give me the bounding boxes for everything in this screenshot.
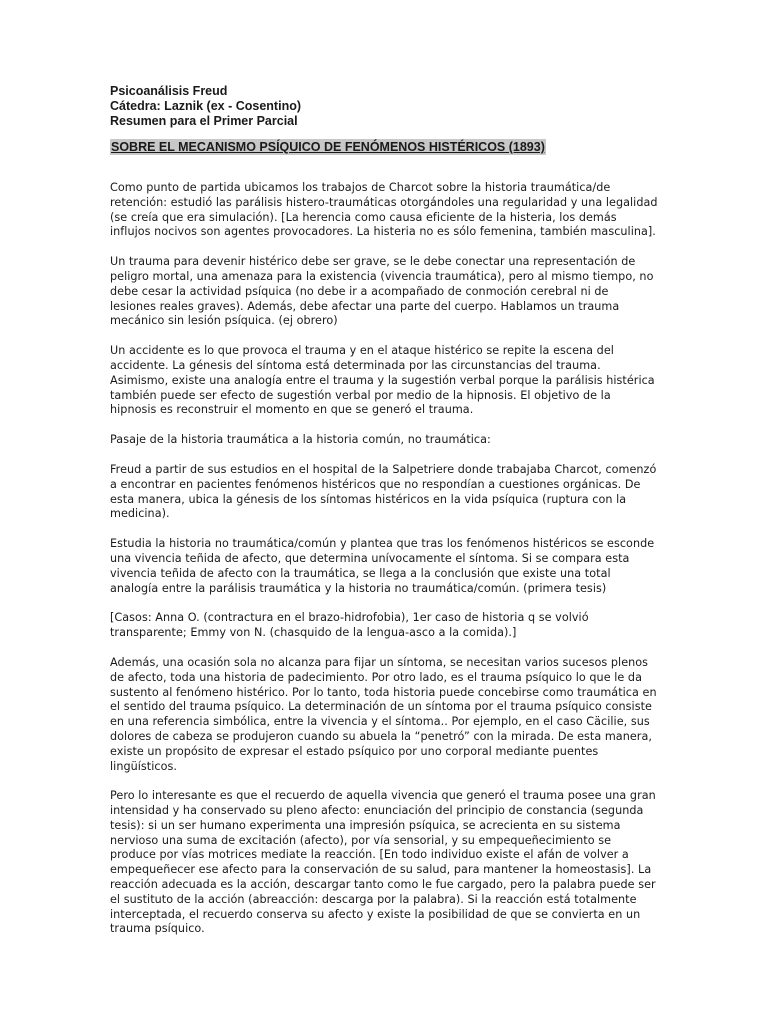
paragraph-9: Pero lo interesante es que el recuerdo de aquella vivencia que generó el trauma posee una gran intensidad y ha conservado su pleno afecto: enunciación del principio de constancia (segunda tesis): si un ser humano experimenta una impresión psíquica, se acrecienta en su sistema nervioso una suma de excitación (afecto), por vía sensorial, y su empequeñecimiento se produce por vías motrices mediate la reacción. [En todo individuo existe el afán de volver a empequeñecer ese afecto para la conservación de su salud, para mantener la homeostasis]. La reacción adecuada es la acción, descargar tanto como le fue cargado, pero la palabra puede ser el sustituto de la acción (abreacción: descarga por la palabra). Si la reacción está totalmente interceptada, el recuerdo conserva su afecto y existe la posibilidad de que se convierta en un trauma psíquico. [110, 789, 656, 936]
summary-label: Resumen para el Primer Parcial [110, 114, 298, 128]
paragraph-8: Además, una ocasión sola no alcanza para fijar un síntoma, se necesitan varios sucesos plenos de afecto, toda una historia de padecimiento. Por otro lado, es el trauma psíquico lo que le da sustento al fenómeno histérico. Por lo tanto, toda historia puede concebirse como traumática en el sentido del trauma psíquico. La determinación de un síntoma por el trauma psíquico consiste en una referencia simbólica, entre la vivencia y el síntoma.. Por ejemplo, en el caso Cäcilie, sus dolores de cabeza se produjeron cuando su abuela la “penetró” con la mirada. De esta manera, existe un propósito de expresar el estado psíquico por uno corporal mediante puentes lingüísticos. [110, 655, 657, 773]
section-title: SOBRE EL MECANISMO PSÍQUICO DE FENÓMENOS HISTÉRICOS (1893) [111, 140, 545, 154]
paragraph-4: Pasaje de la historia traumática a la historia común, no traumática: [110, 433, 491, 447]
paragraph-2: Un trauma para devenir histérico debe ser grave, se le debe conectar una representación de peligro mortal, una amenaza para la existencia (vivencia traumática), pero al mismo tiempo, no debe cesar la actividad psíquica (no debe ir a acompañado de conmoción cerebral ni de lesiones reales graves). Además, debe afectar una parte del cuerpo. Hablamos un trauma mecánico sin lesión psíquica. (ej obrero) [110, 255, 654, 328]
paragraph-7: [Casos: Anna O. (contractura en el brazo-hidrofobia), 1er caso de historia q se volvió transparente; Emmy von N. (chasquido de la lengua-asco a la comida).] [110, 611, 589, 640]
document-header [110, 84, 658, 129]
document-page [110, 84, 658, 952]
paragraph-1: Como punto de partida ubicamos los trabajos de Charcot sobre la historia traumática/de retención: estudió las parálisis histero-traumáticas otorgándoles una regularidad y una legalidad (se creía que era simulación). [La herencia como causa eficiente de la histeria, los demás influjos nocivos son agentes provocadores. La histeria no es sólo femenina, también masculina]. [110, 181, 658, 239]
paragraph-6: Estudia la historia no traumática/común y plantea que tras los fenómenos histéricos se esconde una vivencia teñida de afecto, que determina unívocamente el síntoma. Si se compara esta vivencia teñida de afecto con la traumática, se llega a la conclusión que existe una total analogía entre la parálisis traumática y la historia no traumática/común. (primera tesis) [110, 537, 655, 595]
course-name: Psicoanálisis Freud [110, 84, 228, 98]
paragraph-3: Un accidente es lo que provoca el trauma y en el ataque histérico se repite la escena del accidente. La génesis del síntoma está determinada por las circunstancias del trauma. Asimismo, existe una analogía entre el trauma y la sugestión verbal porque la parálisis histérica también puede ser efecto de sugestión verbal por medio de la hipnosis. El objetivo de la hipnosis es reconstruir el momento en que se generó el trauma. [110, 344, 655, 417]
body-text [110, 181, 658, 937]
chair-name: Cátedra: Laznik (ex - Cosentino) [110, 99, 301, 113]
paragraph-5: Freud a partir de sus estudios en el hospital de la Salpetriere donde trabajaba Charcot, comenzó a encontrar en pacientes fenómenos histéricos que no respondían a cuestiones orgánicas. De esta manera, ubica la génesis de los síntomas histéricos en la vida psíquica (ruptura con la medicina). [110, 462, 657, 521]
